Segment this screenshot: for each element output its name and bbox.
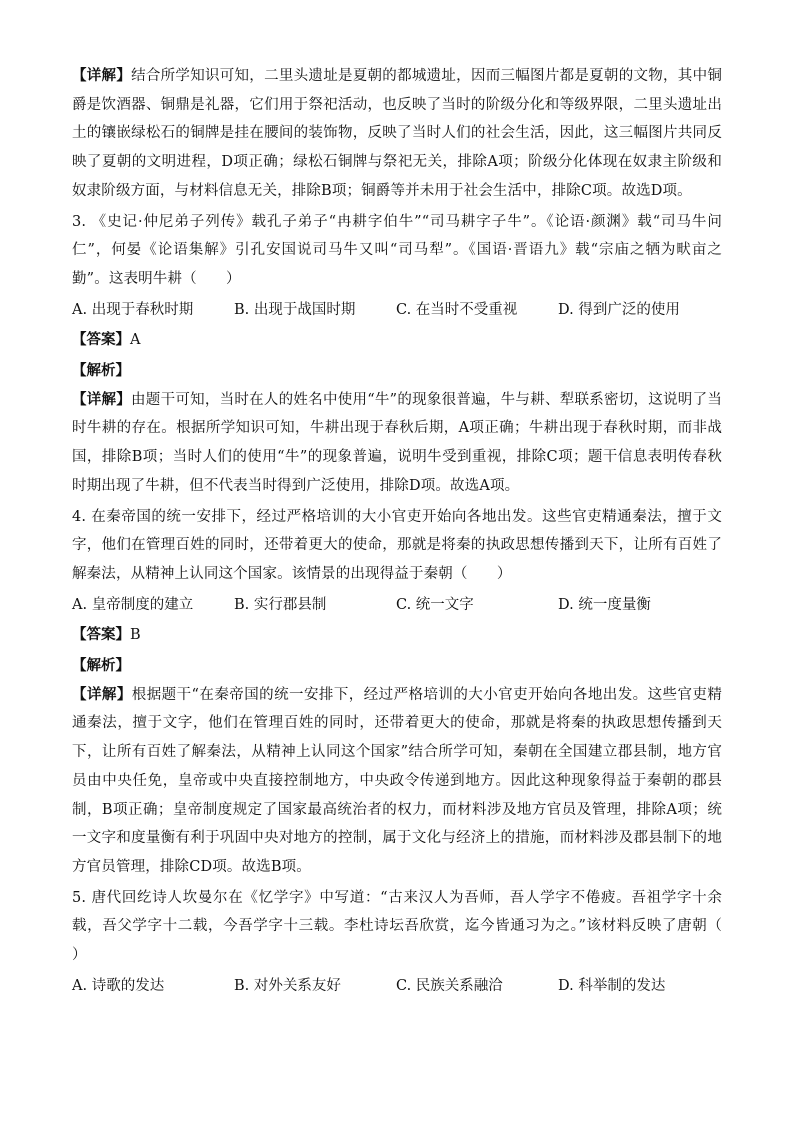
detail-paragraph-q4 — [72, 681, 722, 882]
option-a: A. 皇帝制度的建立 — [72, 596, 194, 613]
analysis-label-3: 【解析】 — [72, 362, 130, 380]
option-d: D. 统一度量衡 — [558, 596, 651, 613]
detail-label: 【详解】 — [72, 685, 132, 703]
option-c: C. 统一文字 — [396, 596, 474, 613]
option-b: B. 实行郡县制 — [234, 596, 327, 613]
options-row-3 — [72, 296, 722, 325]
option-c: C. 在当时不受重视 — [396, 301, 518, 318]
options-row-4 — [72, 591, 722, 620]
options-row-5 — [72, 972, 722, 1001]
question-stem-3: 3. 《史记·仲尼弟子列传》载孔子弟子“冉耕字伯牛”“司马耕字子牛”。《论语·颜渊》载“司马牛问仁”，何晏《论语集解》引孔安国说司马牛又叫“司马犁”。《国语·晋语九》载“宗庙之牺为畎亩之勤”。这表明牛耕（ ） — [72, 213, 722, 287]
answer-label: 【答案】 — [72, 331, 130, 349]
question-stem-5: 5. 唐代回纥诗人坎曼尔在《忆学字》中写道：“古来汉人为吾师，吾人学字不倦疲。吾祖学字十余载，吾父学字十二载，今吾学字十三载。李杜诗坛吾欣赏，迄今皆通习为之。”该材料反映了唐朝（ ） — [72, 889, 752, 964]
detail-label: 【详解】 — [72, 67, 132, 84]
detail-paragraph-q3 — [72, 386, 722, 501]
detail-label: 【详解】 — [72, 390, 132, 408]
detail-text: 根据题干“在秦帝国的统一安排下，经过严格培训的大小官吏开始向各地出发。这些官吏精通秦法，擅于文字，他们在管理百姓的同时，还带着更大的使命，那就是将秦的执政思想传播到天下，让所有百姓了解秦法，从精神上认同这个国家”结合所学可知，秦朝在全国建立郡县制，地方官员由中央任免，皇帝或中央直接控制地方，中央政令传递到地方。因此这种现象得益于秦朝的郡县制，B项正确；皇帝制度规定了国家最高统治者的权力，而材料涉及地方官员及管理，排除A项；统一文字和度量衡有利于巩固中央对地方的控制，属于文化与经济上的措施，而材料涉及郡县制下的地方官员管理，排除CD项。故选B项。 — [72, 686, 722, 875]
option-b: B. 对外关系友好 — [234, 977, 341, 994]
analysis-label-4: 【解析】 — [72, 657, 130, 675]
option-d: D. 得到广泛的使用 — [558, 301, 680, 318]
answer-line-4 — [72, 621, 722, 650]
detail-text: 结合所学知识可知，二里头遗址是夏朝的都城遗址，因而三幅图片都是夏朝的文物，其中铜爵是饮酒器、铜鼎是礼器，它们用于祭祀活动，也反映了当时的阶级分化和等级界限，二里头遗址出土的镶嵌绿松石的铜牌是挂在腰间的装饰物，反映了当时人们的社会生活，因此，这三幅图片共同反映了夏朝的文明进程，D项正确；绿松石铜牌与祭祀无关，排除A项；阶级分化体现在奴隶主阶级和奴隶阶级方面，与材料信息无关，排除B项；铜爵等并未用于社会生活中，排除C项。故选D项。 — [72, 68, 722, 199]
option-d: D. 科举制的发达 — [558, 977, 666, 994]
option-c: C. 民族关系融洽 — [396, 977, 503, 994]
answer-value: A — [130, 332, 141, 349]
option-a: A. 诗歌的发达 — [72, 977, 165, 994]
detail-paragraph-q2 — [72, 62, 722, 206]
answer-value: B — [130, 627, 141, 644]
option-a: A. 出现于春秋时期 — [72, 301, 194, 318]
question-stem-4: 4. 在秦帝国的统一安排下，经过严格培训的大小官吏开始向各地出发。这些官吏精通秦法，擅于文字，他们在管理百姓的同时，还带着更大的使命，那就是将秦的执政思想传播到天下，让所有百姓了解秦法，从精神上认同这个国家。该情景的出现得益于秦朝（ ） — [72, 508, 722, 582]
document-page — [72, 62, 752, 1001]
answer-line-3 — [72, 326, 722, 355]
option-b: B. 出现于战国时期 — [234, 301, 356, 318]
answer-label: 【答案】 — [72, 626, 130, 644]
detail-text: 由题干可知，当时在人的姓名中使用“牛”的现象很普遍，牛与耕、犁联系密切，这说明了当时牛耕的存在。根据所学知识可知，牛耕出现于春秋后期，A项正确；牛耕出现于春秋时期，而非战国，排除B项；当时人们的使用“牛”的现象普遍，说明牛受到重视，排除C项；题干信息表明传春秋时期出现了牛耕，但不代表当时得到广泛使用，排除D项。故选A项。 — [72, 391, 722, 494]
